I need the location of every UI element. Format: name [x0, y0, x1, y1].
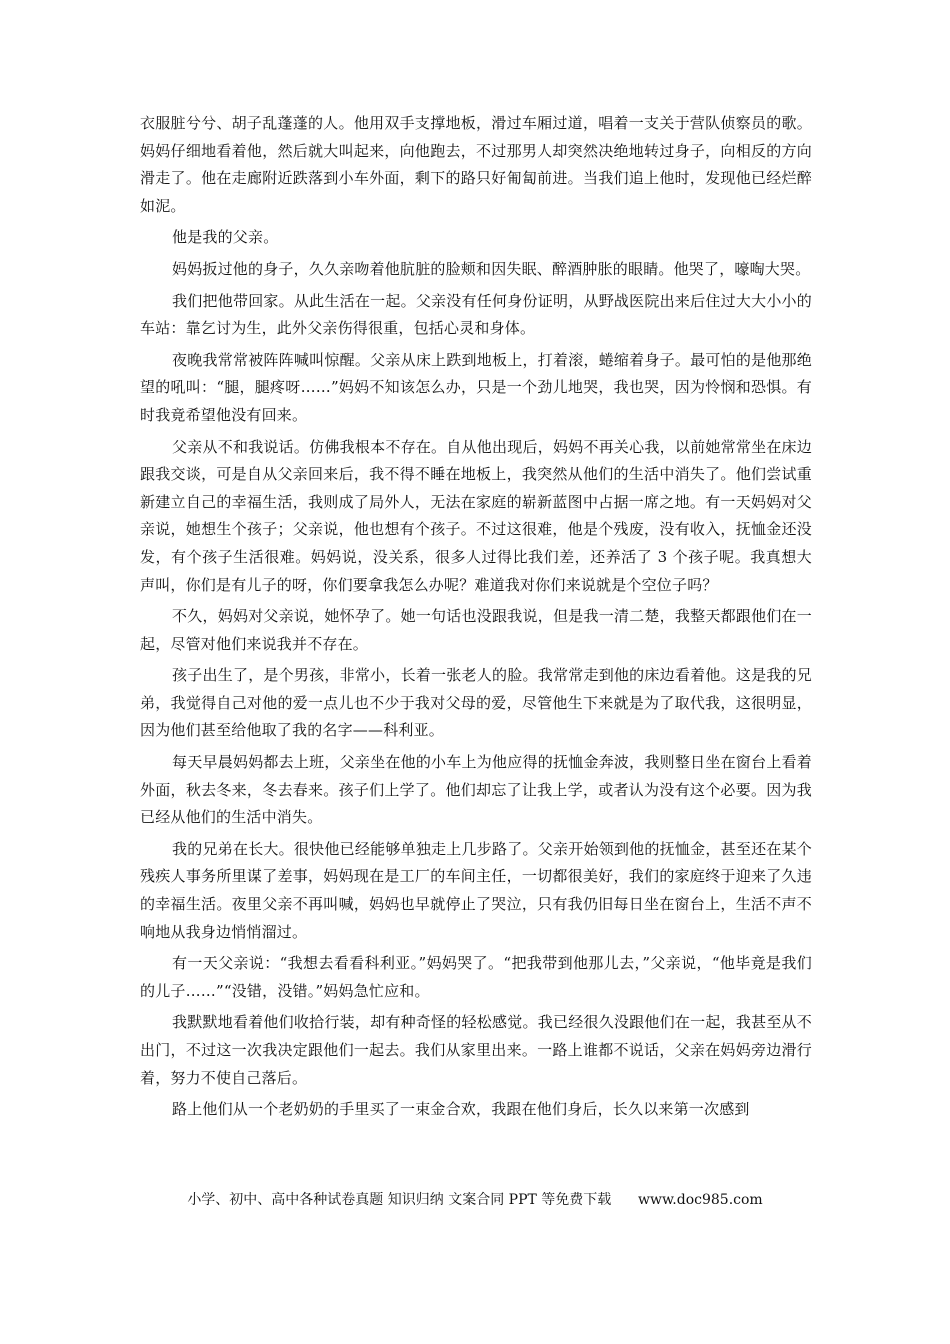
paragraph: 路上他们从一个老奶奶的手里买了一束金合欢，我跟在他们身后，长久以来第一次感到	[172, 1100, 750, 1119]
footer-url: www.doc985.com	[638, 1192, 763, 1208]
paragraph: 我的兄弟在长大。很快他已经能够单独走上几步路了。父亲开始领到他的抚恤金，甚至还在某个残疾人事务所里谋了差事，妈妈现在是工厂的车间主任，一切都很美好，我们的家庭终于迎来了久违的幸福生活。夜里父亲不再叫喊，妈妈也早就停止了哭泣，只有我仍旧每日坐在窗台上，生活不声不响地从我身边悄悄溜过。	[140, 839, 812, 941]
paragraph-continued: 衣服脏兮兮、胡子乱蓬蓬的人。他用双手支撑地板，滑过车厢过道，唱着一支关于营队侦察员的歌。妈妈仔细地看着他，然后就大叫起来，向他跑去，不过那男人却突然决绝地转过身子，向相反的方向滑走了。他在走廊附近跌落到小车外面，剩下的路只好匍匐前进。当我们追上他时，发现他已经烂醉如泥。	[140, 114, 812, 215]
paragraph: 妈妈扳过他的身子，久久亲吻着他肮脏的脸颊和因失眠、醉酒肿胀的眼睛。他哭了，嚎啕大哭。	[172, 259, 811, 278]
paragraph: 他是我的父亲。	[172, 228, 279, 247]
document-body	[140, 110, 812, 1128]
paragraph: 不久，妈妈对父亲说，她怀孕了。她一句话也没跟我说，但是我一清二楚，我整天都跟他们在一起，尽管对他们来说我并不存在。	[140, 607, 812, 653]
paragraph: 有一天父亲说：“我想去看看科利亚。”妈妈哭了。“把我带到他那儿去，”父亲说，“他毕竟是我们的儿子……”“没错，没错。”妈妈急忙应和。	[140, 954, 812, 1000]
paragraph: 我默默地看着他们收拾行装，却有种奇怪的轻松感觉。我已经很久没跟他们在一起，我甚至从不出门，不过这一次我决定跟他们一起去。我们从家里出来。一路上谁都不说话，父亲在妈妈旁边滑行着，努力不使自己落后。	[140, 1013, 812, 1087]
paragraph: 夜晚我常常被阵阵喊叫惊醒。父亲从床上跌到地板上，打着滚，蜷缩着身子。最可怕的是他那绝望的吼叫：“腿，腿疼呀……”妈妈不知该怎么办，只是一个劲儿地哭，我也哭，因为怜悯和恐惧。有时我竟希望他没有回来。	[140, 350, 812, 424]
footer-text: 小学、初中、高中各种试卷真题 知识归纳 文案合同 PPT 等免费下载	[187, 1192, 612, 1208]
page-footer	[0, 1190, 950, 1210]
paragraph: 每天早晨妈妈都去上班，父亲坐在他的小车上为他应得的抚恤金奔波，我则整日坐在窗台上看着外面，秋去冬来，冬去春来。孩子们上学了。他们却忘了让我上学，或者认为没有这个必要。因为我已经从他们的生活中消失。	[140, 753, 812, 827]
paragraph: 父亲从不和我说话。仿佛我根本不存在。自从他出现后，妈妈不再关心我，以前她常常坐在床边跟我交谈，可是自从父亲回来后，我不得不睡在地板上，我突然从他们的生活中消失了。他们尝试重新建立自己的幸福生活，我则成了局外人，无法在家庭的崭新蓝图中占据一席之地。有一天妈妈对父亲说，她想生个孩子；父亲说，他也想有个孩子。不过这很难，他是个残废，没有收入，抚恤金还没发，有个孩子生活很难。妈妈说，没关系，很多人过得比我们差，还养活了 3 个孩子呢。我真想大声叫，你们是有儿子的呀，你们要拿我怎么办呢？难道我对你们来说就是个空位子吗？	[140, 437, 812, 594]
paragraph: 我们把他带回家。从此生活在一起。父亲没有任何身份证明，从野战医院出来后住过大大小小的车站：靠乞讨为生，此外父亲伤得很重，包括心灵和身体。	[140, 291, 812, 338]
paragraph: 孩子出生了，是个男孩，非常小，长着一张老人的脸。我常常走到他的床边看着他。这是我的兄弟，我觉得自己对他的爱一点儿也不少于我对父母的爱，尽管他生下来就是为了取代我，这很明显，因为他们甚至给他取了我的名字——科利亚。	[140, 666, 812, 740]
